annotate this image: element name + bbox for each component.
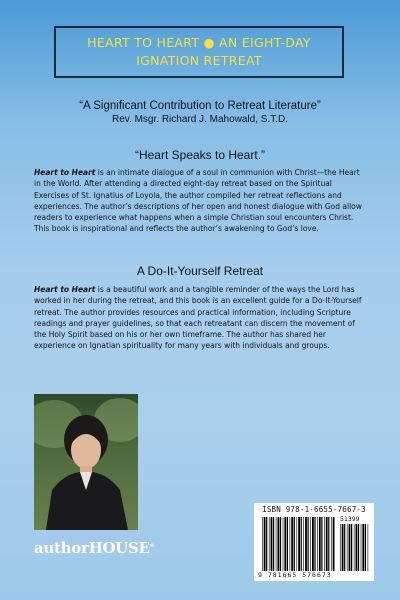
book-title-line-2: IGNATION RETREAT [136,53,262,68]
section-2-paragraph [34,284,368,352]
barcode-bar [303,517,304,571]
barcode-bar [266,517,267,571]
price-barcode [340,524,370,571]
section-1-heading: “Heart Speaks to Heart.” [134,148,266,162]
barcode-bar [356,524,358,571]
barcode-bar [291,517,293,571]
book-title-line-1: HEART TO HEART ● AN EIGHT-DAY [87,35,311,50]
barcode-bar [358,524,359,571]
barcode-bar [269,517,270,571]
barcode-bar [278,517,280,571]
endorsement-attribution: Rev. Msgr. Richard J. Mahowald, S.T.D. [112,114,288,125]
barcode-bar [276,517,277,571]
barcode-bar [305,517,307,571]
endorsement-quote: “A Significant Contribution to Retreat Literature” [79,100,321,112]
barcode-bar [312,517,314,571]
barcode-bar [283,517,284,571]
section-2-body: is a beautiful work and a tangible reminder of the ways the Lord has worked in her during the retreat, and this book is an excellent guide for a Do-It-Yourself retreat. The author provides resources and practical information, including Scripture readings and prayer guidelines, so that each retreatant can discern the movement of the Holy Spirit based on his or her own timeframe. The author has shared her experience on Ignatian spirituality for many years with individuals and groups. [34,285,362,351]
barcode-bar [351,524,352,571]
barcode-bar [290,517,291,571]
barcode-bar [333,517,335,571]
barcode-bar [317,517,318,571]
barcode-bar [301,517,302,571]
isbn-number: ISBN 978-1-6655-7667-3 [262,505,366,514]
book-title-box [54,26,344,78]
barcode-bar [280,517,281,571]
barcode-bar [308,517,309,571]
barcode-bar [319,517,321,571]
barcode-bar [328,517,329,571]
barcode-bar [264,517,266,571]
barcode-bar [294,517,295,571]
barcode-bar [354,524,355,571]
barcode-bar [310,517,311,571]
section-1-lead-title: Heart to Heart [34,168,96,177]
barcode-bar [361,524,362,571]
barcode-bar [342,524,344,571]
barcode-bar [347,524,348,571]
section-2-lead-title: Heart to Heart [34,285,96,294]
barcode-bar [368,524,369,571]
registered-mark: ® [149,543,155,549]
barcode-bar [298,517,300,571]
barcode-bar [287,517,288,571]
publisher-logo [34,539,154,557]
barcode-number: 9 781665 576673 [258,571,332,579]
barcode-bar [362,524,364,571]
barcode-bar [321,517,322,571]
section-1-paragraph [34,167,368,235]
barcode-bar [273,517,274,571]
isbn-barcode [262,517,336,571]
barcode-bar [297,517,298,571]
barcode-bar [271,517,273,571]
barcode-bar [344,524,345,571]
barcode-bar [365,524,366,571]
publisher-logo-house: HOUSE [88,539,150,557]
section-1-body: is an intimate dialogue of a soul in communion with Christ—the Heart in the World. After attending a directed eight-day retreat based on the Spiritual Exercises of St. Ignatius of Loyola, the author compiled her retreat reflections and experiences. The author’s descriptions of her open and honest dialogue with God allow readers to experience what happens when a simple Christian soul encounters Christ. This book is inspirational and reflects the author’s awakening to God’s love. [34,168,362,234]
barcode-bar [326,517,328,571]
author-photo [34,394,138,530]
barcode-bar [349,524,351,571]
barcode-bar [284,517,286,571]
barcode-bar [340,524,341,571]
publisher-logo-author: author [34,539,89,557]
section-2-heading: A Do-It-Yourself Retreat [136,264,264,278]
barcode-panel [254,503,374,581]
barcode-bar [324,517,325,571]
barcode-bar [314,517,315,571]
price-code: 51399 [340,515,360,523]
barcode-bar [331,517,332,571]
barcode-bar [262,517,263,571]
